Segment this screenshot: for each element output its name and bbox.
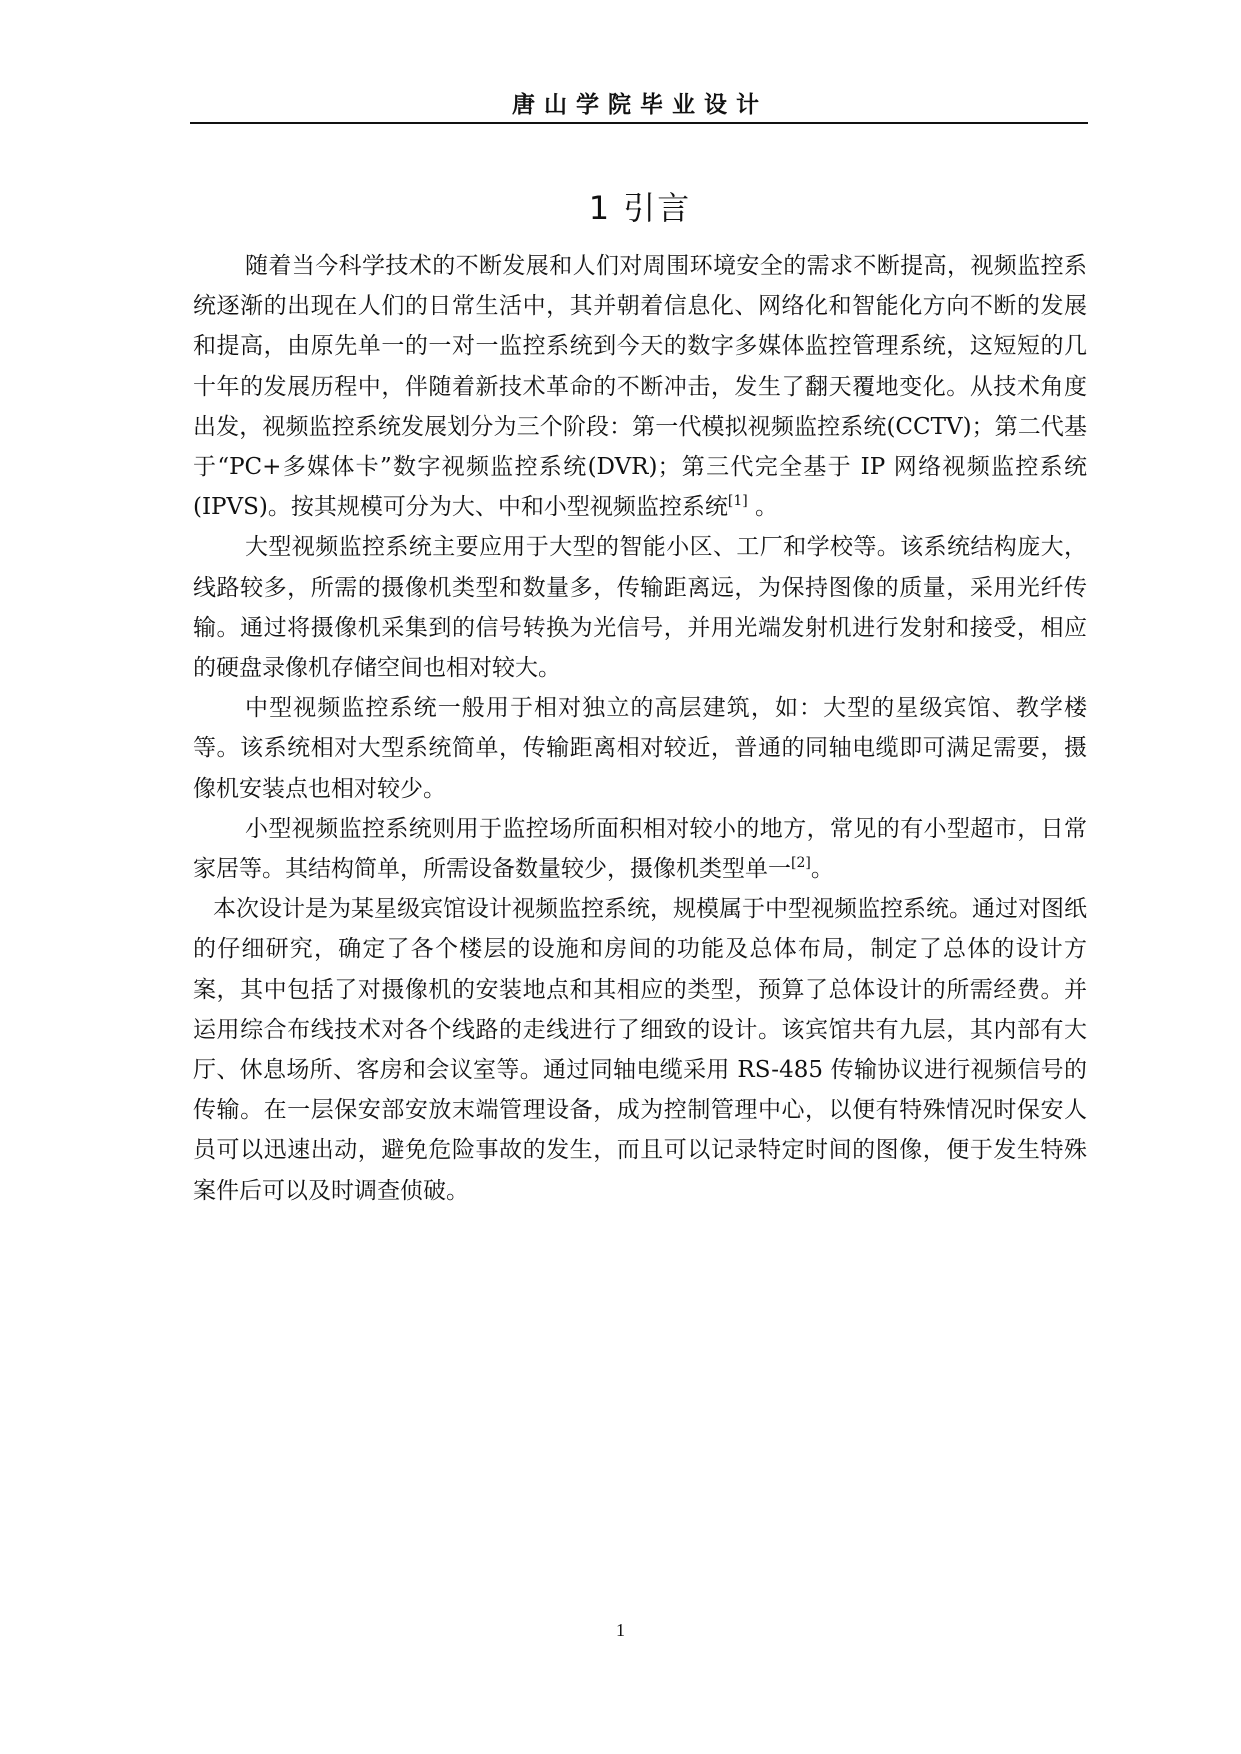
paragraph-2-text: 大型视频监控系统主要应用于大型的智能小区、工厂和学校等。该系统结构庞大，线路较多，所需的摄像机类型和数量多，传输距离远，为保持图像的质量，采用光纤传输。通过将摄像机采集到的信号转换为光信号，并用光端发射机进行发射和接受，相应的硬盘录像机存储空间也相对较大。: [193, 534, 1087, 682]
paragraph-5-text: 本次设计是为某星级宾馆设计视频监控系统，规模属于中型视频监控系统。通过对图纸的仔细研究，确定了各个楼层的设施和房间的功能及总体布局，制定了总体的设计方案，其中包括了对摄像机的安装地点和其相应的类型，预算了总体设计的所需经费。并运用综合布线技术对各个线路的走线进行了细致的设计。该宾馆共有九层，其内部有大厅、休息场所、客房和会议室等。通过同轴电缆采用 RS-485 传输协议进行视频信号的传输。在一层保安部安放末端管理设备，成为控制管理中心，以便有特殊情况时保安人员可以迅速出动，避免危险事故的发生，而且可以记录特定时间的图像，便于发生特殊案件后可以及时调查侦破。: [193, 896, 1087, 1204]
page-number: 1: [616, 1620, 625, 1640]
chapter-title: 1 引言: [588, 189, 692, 227]
citation-2: [2]: [791, 855, 811, 872]
citation-1: [1]: [727, 493, 748, 510]
paragraph-1-tail: 。: [747, 494, 779, 521]
paragraph-1: [193, 246, 1087, 527]
header-rule: [190, 122, 1088, 124]
running-header: 唐山学院毕业设计: [512, 92, 768, 118]
body-text: [193, 246, 1087, 1211]
paragraph-1-text: 随着当今科学技术的不断发展和人们对周围环境安全的需求不断提高，视频监控系统逐渐的出现在人们的日常生活中，其并朝着信息化、网络化和智能化方向不断的发展和提高，由原先单一的一对一监控系统到今天的数字多媒体监控管理系统，这短短的几十年的发展历程中，伴随着新技术革命的不断冲击，发生了翻天覆地变化。从技术角度出发，视频监控系统发展划分为三个阶段：第一代模拟视频监控系统(CCTV)；第二代基于“PC+多媒体卡”数字视频监控系统(DVR)；第三代完全基于 IP 网络视频监控系统(IPVS)。按其规模可分为大、中和小型视频监控系统: [193, 253, 1087, 521]
paragraph-4-tail: 。: [810, 856, 834, 883]
paragraph-2: [193, 527, 1087, 688]
paragraph-5: [193, 889, 1087, 1211]
paragraph-4-text: 小型视频监控系统则用于监控场所面积相对较小的地方，常见的有小型超市，日常家居等。其结构简单，所需设备数量较少，摄像机类型单一: [193, 815, 1087, 883]
paragraph-3: [193, 688, 1087, 809]
paragraph-4: [193, 809, 1087, 889]
paragraph-3-text: 中型视频监控系统一般用于相对独立的高层建筑，如：大型的星级宾馆、教学楼等。该系统相对大型系统简单，传输距离相对较近，普通的同轴电缆即可满足需要，摄像机安装点也相对较少。: [193, 695, 1087, 802]
